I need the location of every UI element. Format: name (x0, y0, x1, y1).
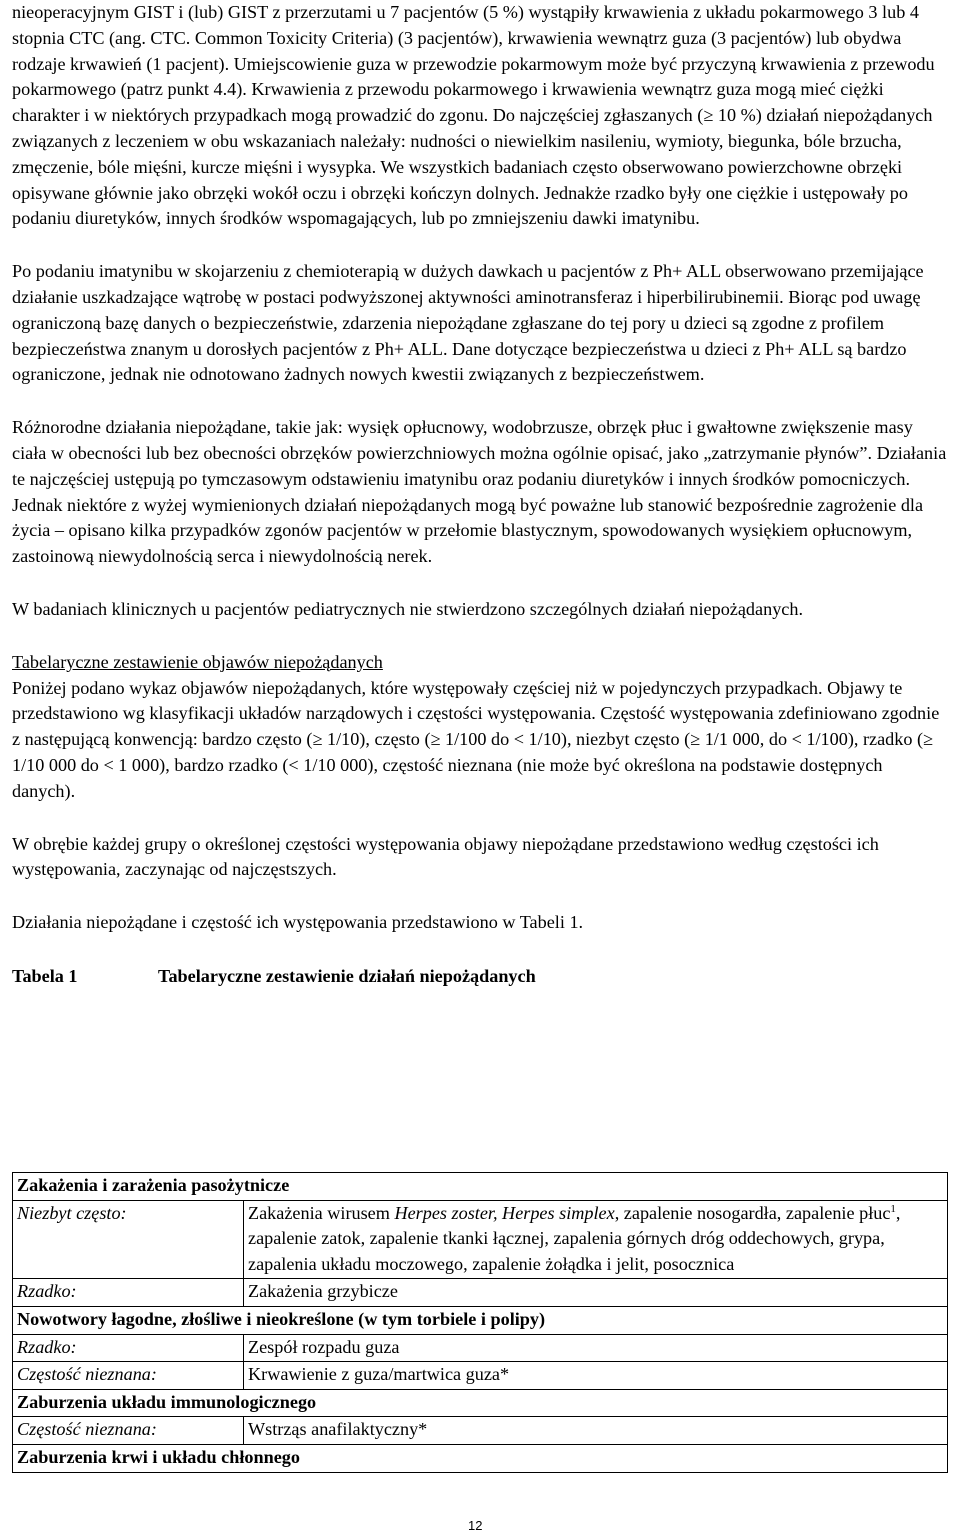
table-title: Tabelaryczne zestawienie działań niepożądanych (158, 965, 536, 986)
paragraph-gist-bleeding: nieoperacyjnym GIST i (lub) GIST z przerzutami u 7 pacjentów (5 %) wystąpiły krwawienia z układu pokarmowego 3 lub 4 stopnia CTC (ang. CTC. Common Toxicity Criteria) (3 pacjentów), krwawienia wewnątrz guza (3 pacjentów) lub obydwa rodzaje krwawień (1 pacjent). Umiejscowienie guza w przewodzie pokarmowym może być przyczyną krwawienia z przewodu pokarmowego (patrz punkt 4.4). Krwawienia z przewodu pokarmowego i krwawienia wewnątrz guza mogą mieć ciężki charakter i w niektórych przypadkach mogą prowadzić do zgonu. Do najczęściej zgłaszanych (≥ 10 %) działań niepożądanych związanych z leczeniem w obu wskazaniach należały: nudności o niewielkim nasileniu, wymioty, biegunka, bóle brzucha, zmęczenie, bóle mięśni, kurcze mięśni i wysypka. We wszystkich badaniach często obserwowano powierzchowne obrzęki opisywane głównie jako obrzęki wokół oczu i obrzęki kończyn dolnych. Jednakże rzadko były one ciężkie i ustępowały po podaniu diuretyków, innych środków wspomagających, lub po zmniejszeniu dawki imatynibu. (12, 2, 935, 229)
frequency-label: Częstość nieznana: (13, 1417, 244, 1445)
reaction-cell: Wstrząs anafilaktyczny* (244, 1417, 948, 1445)
section-heading-tabular: Tabelaryczne zestawienie objawów niepożądanych (12, 651, 383, 672)
table-row (13, 1389, 948, 1417)
table-row (13, 1417, 948, 1445)
reaction-cell: Zakażenia wirusem Herpes zoster, Herpes simplex, zapalenie nosogardła, zapalenie płuc$^1$, zapalenie zatok, zapalenie tkanki łącznej, zapalenia górnych dróg oddechowych, grypa, zapalenia układu moczowego, zapalenie żołądka i jelit, posocznica (244, 1200, 948, 1279)
page-number: 12 (468, 1518, 483, 1533)
paragraph-frequency-convention: Poniżej podano wykaz objawów niepożądanych, które występowały częściej niż w pojedynczych przypadkach. Objawy te przedstawiono wg klasyfikacji układów narządowych i częstości występowania. Częstość występowania zdefiniowano zgodnie z następującą konwencją: bardzo często (≥ 1/10), często (≥ 1/100 do < 1/10), niezbyt często (≥ 1/1 000, do < 1/100), rzadko (≥ 1/10 000 do < 1 000), bardzo rzadko (< 1/10 000), częstość nieznana (nie może być określona na podstawie dostępnych danych). (12, 677, 940, 801)
category-neoplasms: Nowotwory łagodne, złośliwe i nieokreślone (w tym torbiele i polipy) (13, 1306, 948, 1334)
frequency-label: Niezbyt często: (13, 1200, 244, 1279)
reaction-cell: Zakażenia grzybicze (244, 1279, 948, 1307)
paragraph-ph-all: Po podaniu imatynibu w skojarzeniu z chemioterapią w dużych dawkach u pacjentów z Ph+ ALL obserwowano przemijające działanie uszkadzające wątrobę w postaci podwyższonej aktywności aminotransferaz i hiperbilirubinemii. Biorąc pod uwagę ograniczoną bazę danych o bezpieczeństwie, zdarzenia niepożądane zgłaszane do tej pory u dzieci są zgodne z profilem bezpieczeństwa znanym u dorosłych pacjentów z Ph+ ALL. Dane dotyczące bezpieczeństwa u dzieci z Ph+ ALL są bardzo ograniczone, jednak nie odnotowano żadnych nowych kwestii związanych z bezpieczeństwem. (12, 261, 924, 385)
paragraph-table-reference: Działania niepożądane i częstość ich występowania przedstawiono w Tabeli 1. (12, 912, 584, 933)
table-row (13, 1362, 948, 1390)
table-row (13, 1306, 948, 1334)
table-row (13, 1200, 948, 1279)
table-row (13, 1173, 948, 1201)
frequency-label: Częstość nieznana: (13, 1362, 244, 1390)
category-infections: Zakażenia i zarażenia pasożytnicze (13, 1173, 948, 1201)
paragraph-ordering: W obrębie każdej grupy o określonej częstości występowania objawy niepożądane przedstawiono według częstości ich występowania, zaczynając od najczęstszych. (12, 833, 879, 880)
adverse-reactions-table (12, 1172, 948, 1473)
paragraph-pediatric: W badaniach klinicznych u pacjentów pediatrycznych nie stwierdzono szczególnych działań niepożądanych. (12, 598, 803, 619)
table-row (13, 1279, 948, 1307)
category-blood: Zaburzenia krwi i układu chłonnego (13, 1444, 948, 1472)
table-row (13, 1444, 948, 1472)
frequency-label: Rzadko: (13, 1279, 244, 1307)
category-immune: Zaburzenia układu immunologicznego (13, 1389, 948, 1417)
document-page (12, 0, 948, 1467)
table-row (13, 1334, 948, 1362)
reaction-cell: Krwawienie z guza/martwica guza* (244, 1362, 948, 1390)
table-number: Tabela 1 (12, 965, 78, 986)
paragraph-fluid-retention: Różnorodne działania niepożądane, takie jak: wysięk opłucnowy, wodobrzusze, obrzęk płuc i gwałtowne zwiększenie masy ciała w obecności lub bez obecności obrzęków powierzchniowych można ogólnie opisać, jako „zatrzymanie płynów”. Działania te najczęściej ustępują po tymczasowym odstawieniu imatynibu oraz podaniu diuretyków i innych środków pomocniczych. Jednak niektóre z wyżej wymienionych działań niepożądanych mogą być poważne lub stanowić bezpośrednie zagrożenie dla życia – opisano kilka przypadków zgonów pacjentów w przełomie blastycznym, spowodowanych wysiękiem opłucnowym, zastoinową niewydolnością serca i niewydolnością nerek. (12, 417, 947, 567)
frequency-label: Rzadko: (13, 1334, 244, 1362)
reaction-cell: Zespół rozpadu guza (244, 1334, 948, 1362)
table-caption (12, 963, 948, 989)
